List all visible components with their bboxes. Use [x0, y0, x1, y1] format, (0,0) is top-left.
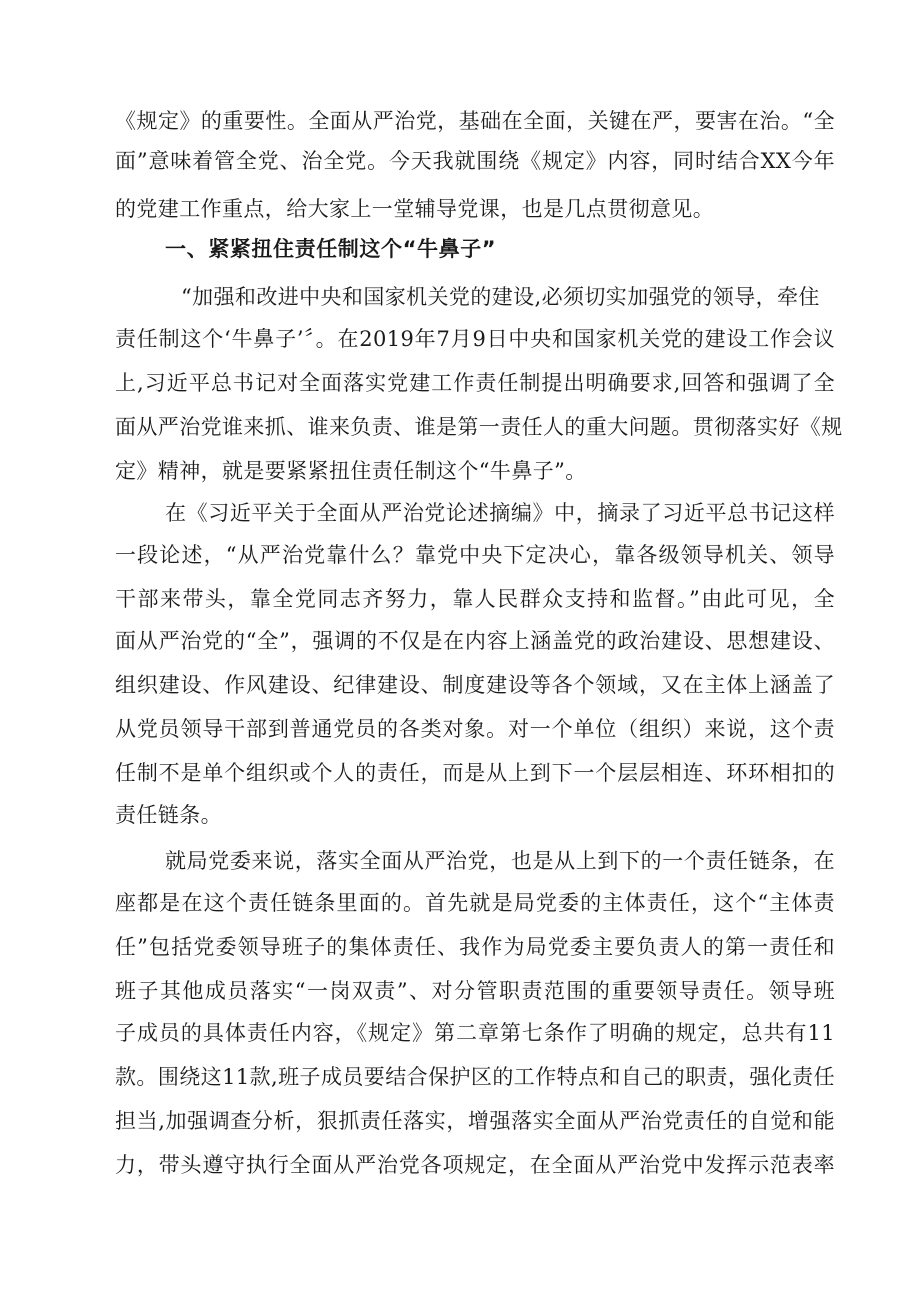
text-line: 任”包括党委领导班子的集体责任、我作为局党委主要负责人的第一责任和	[115, 935, 835, 959]
text-line: 就局党委来说，落实全面从严治党，也是从上到下的一个责任链条，在	[165, 849, 835, 873]
text-line: 力，带头遵守执行全面从严治党各项规定，在全面从严治党中发挥示范表率	[115, 1153, 835, 1177]
text-line: 面从严治党谁来抓、谁来负责、谁是第一责任人的重大问题。贯彻落实好《规	[115, 415, 843, 439]
text-line: 子成员的具体责任内容，《规定》第二章第七条作了明确的规定，总共有11	[115, 1021, 835, 1045]
text-line: 组织建设、作风建设、纪律建设、制度建设等各个领域，又在主体上涵盖了	[115, 673, 835, 697]
text-line: 定》精神，就是要紧紧扭住责任制这个“牛鼻子”。	[115, 459, 587, 483]
text-line: 在《习近平关于全面从严治党论述摘编》中，摘录了习近平总书记这样	[165, 501, 835, 525]
text-line: 干部来带头，靠全党同志齐努力，靠人民群众支持和监督。”由此可见，全	[115, 587, 835, 611]
text-line: 的党建工作重点，给大家上一堂辅导党课，也是几点贯彻意见。	[115, 197, 715, 221]
text-line: 面”意味着管全党、治全党。今天我就围绕《规定》内容，同时结合XX今年	[115, 149, 835, 173]
text-line: 款。围绕这11款,班子成员要结合保护区的工作特点和自己的职责，强化责任	[115, 1065, 835, 1089]
text-line: “加强和改进中央和国家机关党的建设,必须切实加强党的领导，牵住	[181, 285, 820, 309]
text-line: 责任制这个‘牛鼻子’〞。在2019年7月9日中央和国家机关党的建设工作会议	[115, 327, 835, 351]
text-line: 一段论述，“从严治党靠什么？靠党中央下定决心，靠各级领导机关、领导	[115, 543, 835, 567]
text-line: 班子其他成员落实“一岗双责”、对分管职责范围的重要领导责任。领导班	[115, 979, 835, 1003]
text-line: 座都是在这个责任链条里面的。首先就是局党委的主体责任，这个“主体责	[115, 891, 835, 915]
text-line: 《规定》的重要性。全面从严治党，基础在全面，关键在严，要害在治。“全	[115, 109, 835, 133]
text-line: 上,习近平总书记对全面落实党建工作责任制提出明确要求,回答和强调了全	[115, 371, 835, 395]
section-heading: 一、紧紧扭住责任制这个“牛鼻子”	[165, 237, 497, 261]
text-line: 任制不是单个组织或个人的责任，而是从上到下一个层层相连、环环相扣的	[115, 761, 835, 785]
text-line: 责任链条。	[115, 803, 222, 827]
text-line: 面从严治党的“全”，强调的不仅是在内容上涵盖党的政治建设、思想建设、	[115, 629, 835, 653]
text-line: 从党员领导干部到普通党员的各类对象。对一个单位（组织）来说，这个责	[115, 717, 835, 741]
text-line: 担当,加强调查分析，狠抓责任落实，增强落实全面从严治党责任的自觉和能	[115, 1109, 835, 1133]
